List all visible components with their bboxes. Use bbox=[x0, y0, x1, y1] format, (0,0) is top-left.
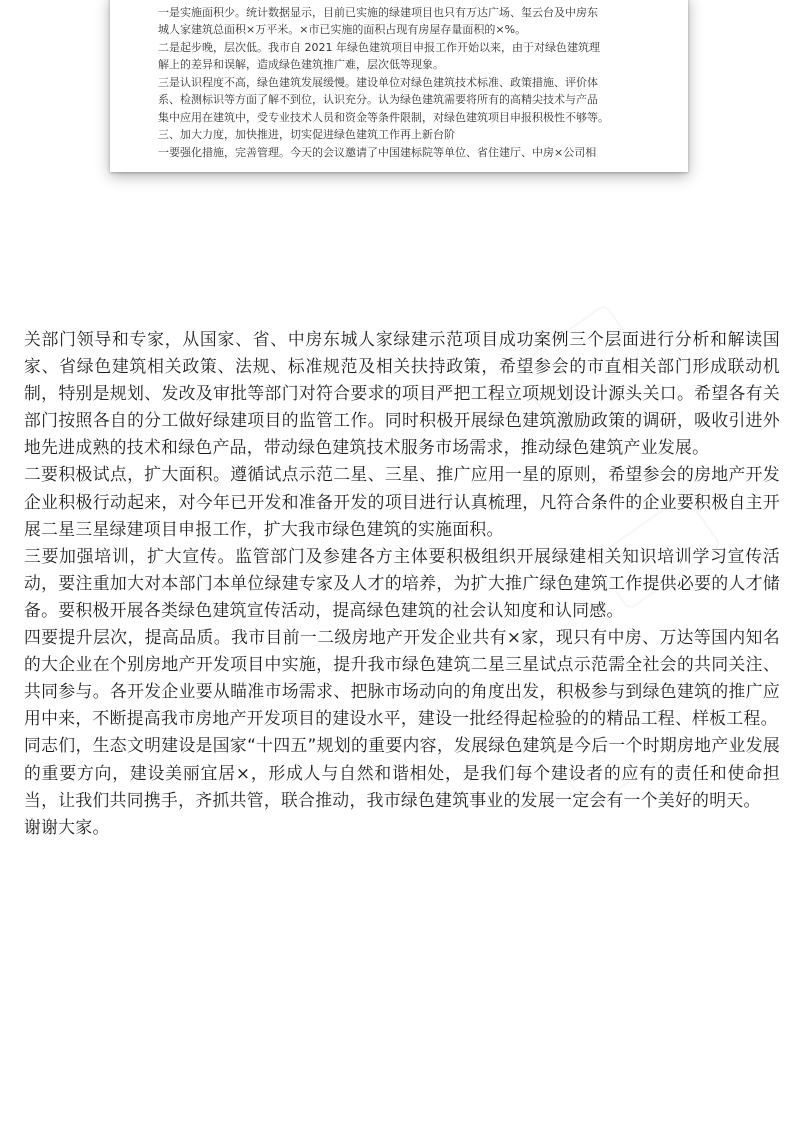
preview-line: 城人家建筑总面积×万平米。×市已实施的面积占现有房屋存量面积的×%。 bbox=[158, 23, 527, 36]
preview-line: 系、检测标识等方面了解不到位，认识充分。认为绿色建筑需要将所有的高精尖技术与产品 bbox=[158, 93, 598, 106]
preview-line: 集中应用在建筑中，受专业技术人员和资金等条件限制，对绿色建筑项目申报积极性不够等。 bbox=[158, 110, 609, 124]
body-paragraph: 同志们，生态文明建设是国家“十四五”规划的重要内容，发展绿色建筑是今后一个时期房地产业发展的重要方向，建设美丽宜居×，形成人与自然和谐相处，是我们每个建设者的应有的责任和使命担当，让我们共同携手，齐抓共管，联合推动，我市绿色建筑事业的发展一定会有一个美好的明天。 bbox=[24, 735, 780, 810]
body-paragraph: 关部门领导和专家，从国家、省、中房东城人家绿建示范项目成功案例三个层面进行分析和解读国家、省绿色建筑相关政策、法规、标准规范及相关扶持政策，希望参会的市直相关部门形成联动机制，特别是规划、发改及审批等部门对符合要求的项目严把工程立项规划设计源头关口。希望各有关部门按照各自的分工做好绿建项目的监管工作。同时积极开展绿色建筑激励政策的调研，吸收引进外地先进成熟的技术和绿色产品，带动绿色建筑技术服务市场需求，推动绿色建筑产业发展。 bbox=[24, 329, 780, 458]
preview-line: 一要强化措施，完善管理。今天的会议邀请了中国建标院等单位、省住建厅、中房×公司相 bbox=[158, 145, 597, 159]
document-preview-card bbox=[110, 0, 688, 172]
closing-paragraph: 谢谢大家。 bbox=[24, 816, 110, 837]
document-body bbox=[24, 326, 780, 841]
preview-line: 一是实施面积少。统计数据显示，目前已实施的绿建项目也只有万达广场、玺云台及中房东 bbox=[158, 5, 598, 19]
body-paragraph: 四要提升层次，提高品质。我市目前一二级房地产开发企业共有×家，现只有中房、万达等国内知名的大企业在个别房地产开发项目中实施，提升我市绿色建筑二星三星试点示范需全社会的共同关注、共同参与。各开发企业要从瞄准市场需求、把脉市场动向的角度出发，积极参与到绿色建筑的推广应用中来，不断提高我市房地产开发项目的建设水平，建设一批经得起检验的的精品工程、样板工程。 bbox=[24, 627, 780, 729]
preview-line: 三是认识程度不高，绿色建筑发展缓慢。建设单位对绿色建筑技术标准、政策措施、评价体 bbox=[158, 75, 598, 89]
body-paragraph: 三要加强培训，扩大宣传。监管部门及参建各方主体要积极组织开展绿建相关知识培训学习宣传活动，要注重加大对本部门本单位绿建专家及人才的培养，为扩大推广绿色建筑工作提供必要的人才储备。要积极开展各类绿色建筑宣传活动，提高绿色建筑的社会认知度和认同感。 bbox=[24, 545, 780, 620]
body-paragraph: 二要积极试点，扩大面积。遵循试点示范二星、三星、推广应用一星的原则，希望参会的房地产开发企业积极行动起来，对今年已开发和准备开发的项目进行认真梳理，凡符合条件的企业要积极自主开展二星三星绿建项目申报工作，扩大我市绿色建筑的实施面积。 bbox=[24, 464, 780, 539]
preview-line: 二是起步晚，层次低。我市自 2021 年绿色建筑项目申报工作开始以来，由于对绿色建筑理 bbox=[158, 40, 600, 54]
preview-line: 三、加大力度，加快推进，切实促进绿色建筑工作再上新台阶 bbox=[158, 128, 455, 141]
preview-line: 解上的差异和误解，造成绿色建筑推广难，层次低等现象。 bbox=[158, 58, 444, 71]
